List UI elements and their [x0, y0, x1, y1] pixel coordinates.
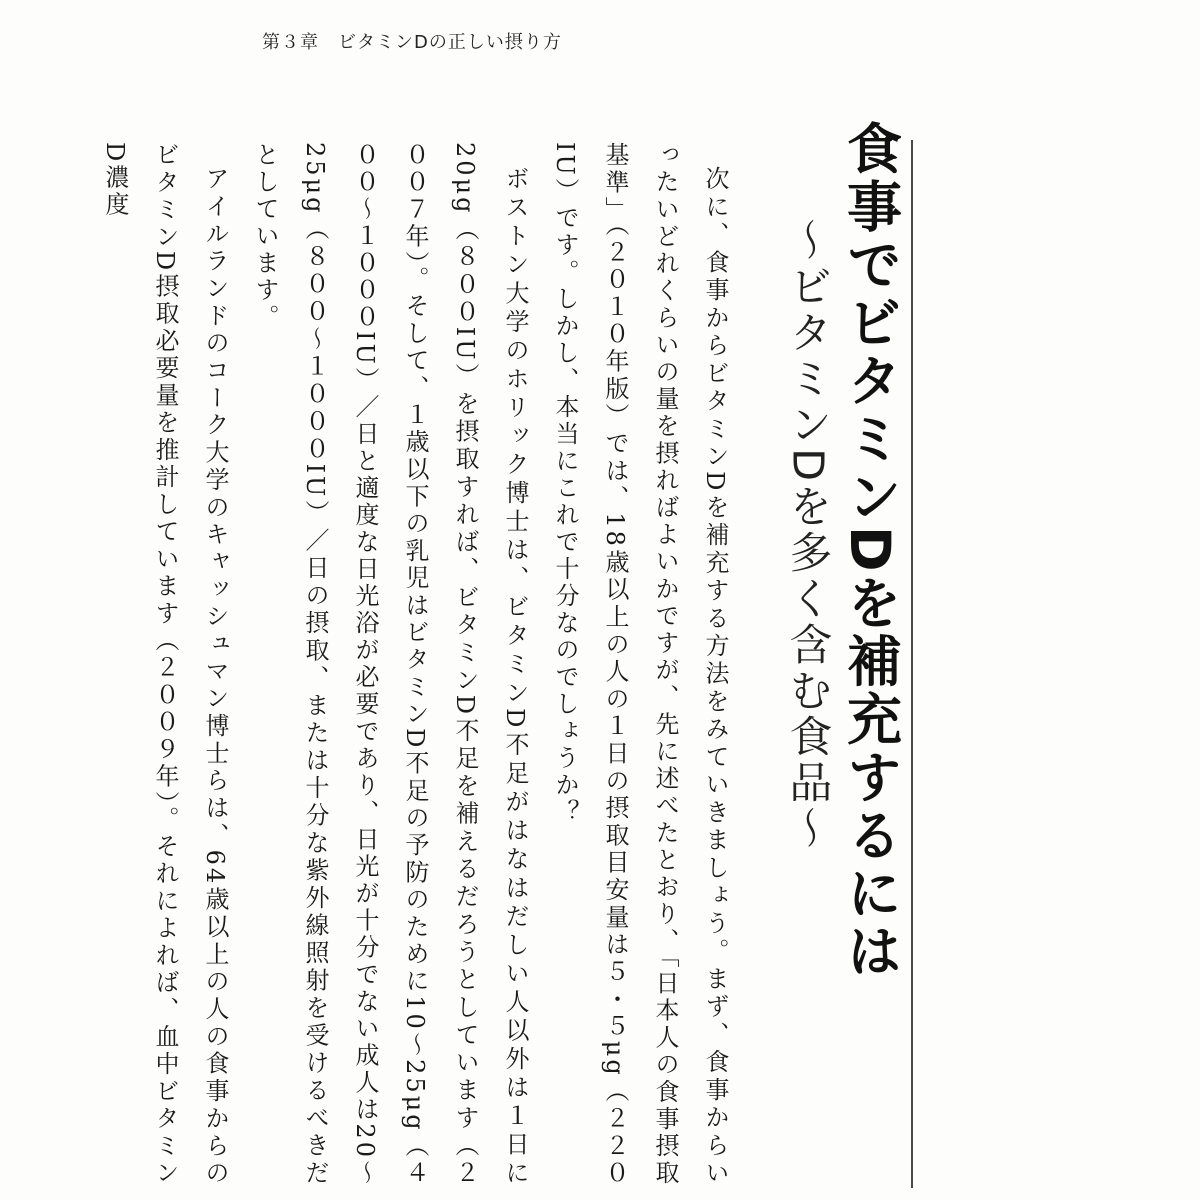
paragraph: アイルランドのコーク大学のキャッシュマン博士らは、64歳以上の人の食事からのビタミンD摂取必要量を推計しています（２００９年）。それによれば、血中ビタミンD濃度 [101, 142, 229, 1187]
body-text [90, 142, 740, 1187]
running-head: 第３章 ビタミンDの正しい摂り方 [262, 32, 562, 53]
page-title: 食事でビタミンDを補充するには [838, 120, 902, 981]
heading-divider [911, 140, 913, 1188]
paragraph: ボストン大学のホリック博士は、ビタミンD不足がはなはだしい人以外は１日に20μg（８００IU）を摂取すれば、ビタミンD不足を補えるだろうとしています（２００７年）。そして、１歳以下の乳児はビタミンD不足の予防のために10〜25μg（４００〜１０００IU）／日と適度な日光浴が必要であり、日光が十分でない成人は20〜25μg（８００〜１０００IU）／日の摂取、または十分な紫外線照射を受けるべきだとしています。 [251, 142, 529, 1187]
paragraph: 次に、食事からビタミンDを補充する方法をみていきましょう。まず、食事からいったいどれくらいの量を摂ればよいかですが、先に述べたとおり、「日本人の食事摂取基準」（２０１０年版）では、18歳以上の人の１日の摂取目安量は５・５μg（２２０IU）です。しかし、本当にこれで十分なのでしょうか？ [551, 142, 729, 1187]
heading-block [783, 120, 900, 1190]
page-subtitle: 〜ビタミンDを多く含む食品〜 [782, 218, 833, 853]
